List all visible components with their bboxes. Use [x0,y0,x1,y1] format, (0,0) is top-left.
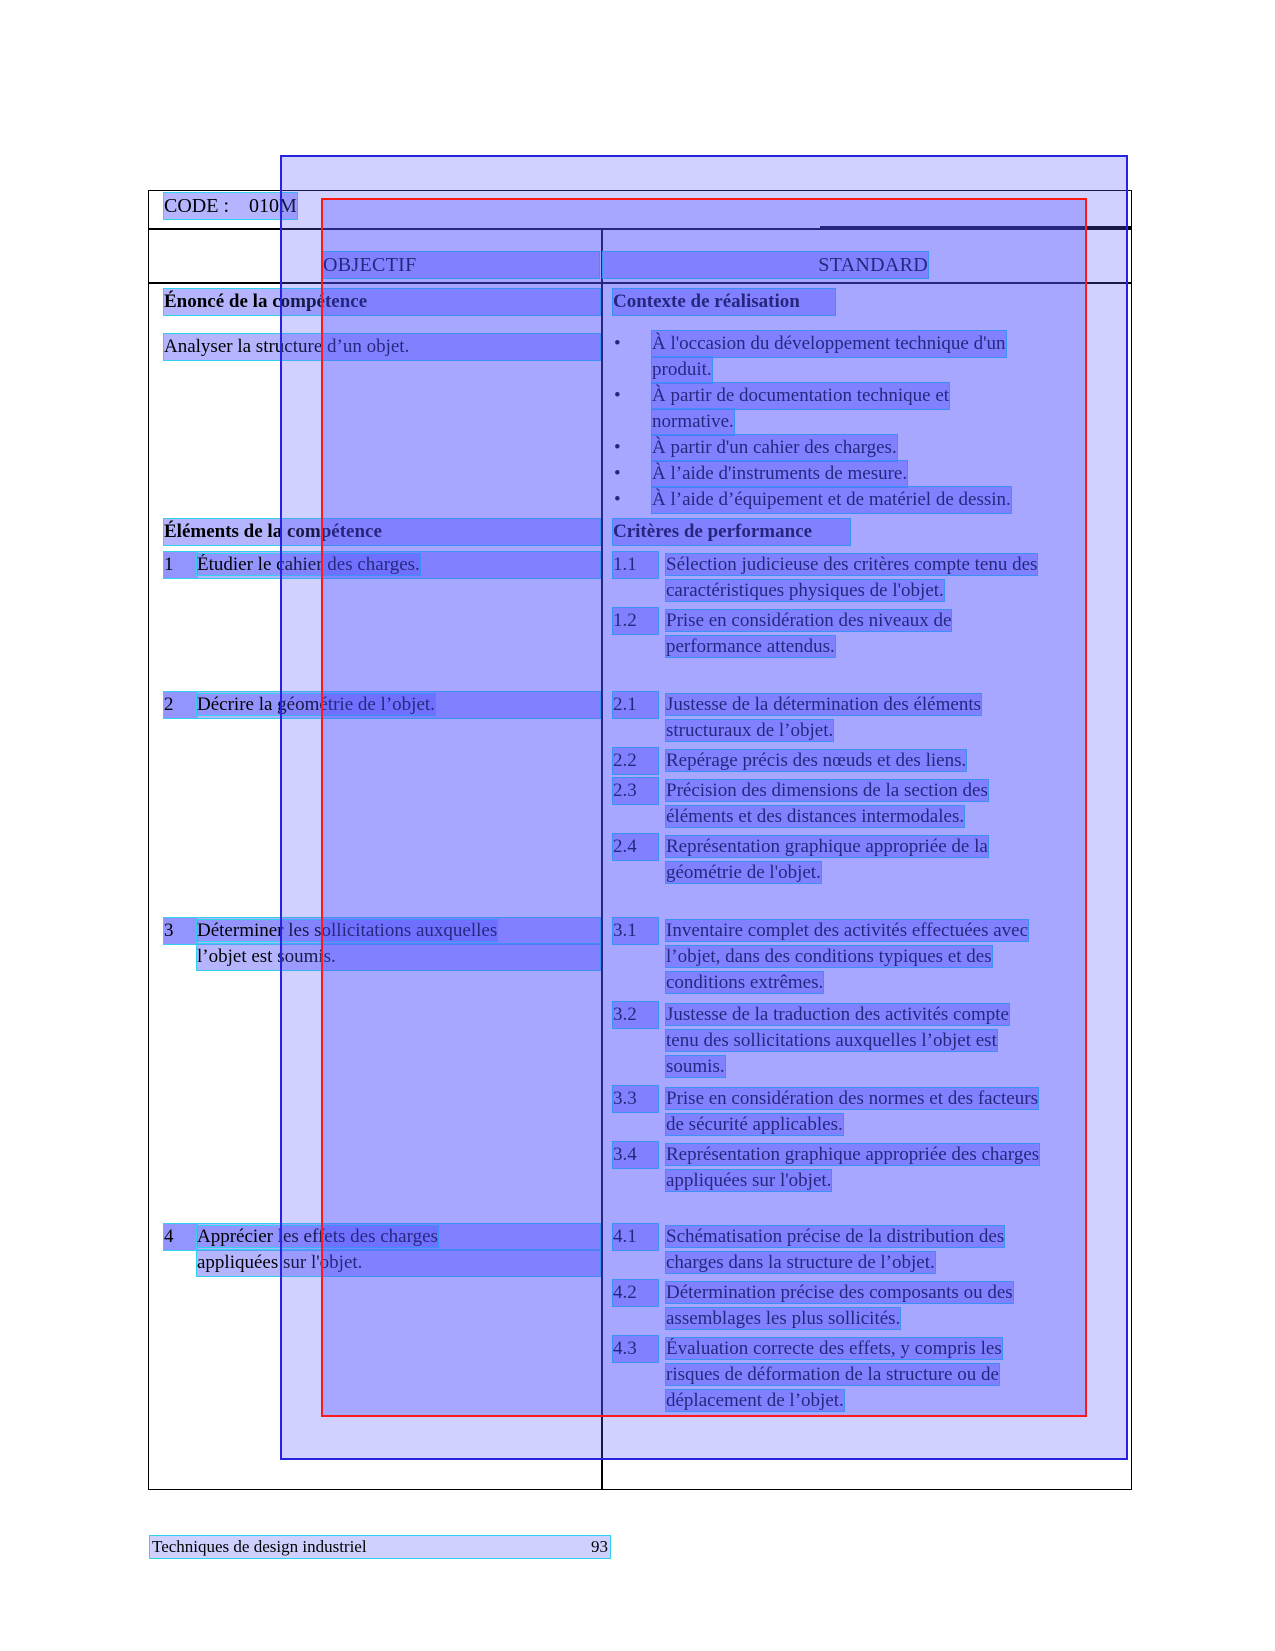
critere-number: 4.3 [613,1336,658,1362]
column-header-objectif: OBJECTIF [323,252,599,278]
critere-line: Justesse de la traduction des activités compte [666,1004,1009,1025]
contexte-line: À l’aide d'instruments de mesure. [652,461,907,487]
critere-number: 2.4 [613,834,658,860]
critere-line: charges dans la structure de l’objet. [666,1252,935,1273]
enonce-text: Analyser la structure d’un objet. [164,334,600,360]
critere-number: 3.1 [613,918,658,944]
critere-line: risques de déformation de la structure ou de [666,1364,999,1385]
bullet-icon: • [614,489,621,510]
page-number: 93 [591,1537,608,1556]
critere-line: Repérage précis des nœuds et des liens. [666,750,967,771]
column-header-standard: STANDARD [603,252,928,278]
bullet-icon: • [614,437,621,458]
critere-line: Détermination précise des composants ou des [666,1282,1013,1303]
critere-item [613,1280,1058,1332]
element-line: Apprécier les effets des charges [197,1226,438,1247]
critere-item [613,1336,1058,1414]
critere-item [613,834,1058,886]
code-label: CODE : [164,195,229,217]
column-header-rule [148,282,1132,284]
critere-line: Prise en considération des niveaux de [666,610,952,631]
critere-line: Représentation graphique appropriée des charges [666,1144,1040,1165]
element-line: l’objet est soumis. [197,944,600,970]
critere-number: 4.2 [613,1280,658,1306]
element-number: 1 [164,552,197,578]
contexte-line: À partir d'un cahier des charges. [652,435,897,461]
critere-line: Représentation graphique appropriée de la [666,836,988,857]
critere-line: Schématisation précise de la distribution des [666,1226,1005,1247]
column-divider [601,228,603,1490]
element-line: Déterminer les sollicitations auxquelles [197,920,498,941]
critere-number: 2.1 [613,692,658,718]
contexte-line: À l'occasion du développement technique d'un [652,331,1006,357]
element-number: 4 [164,1224,197,1250]
code-field [164,193,297,219]
critere-item [613,918,1058,996]
critere-line: Évaluation correcte des effets, y compris les [666,1338,1002,1359]
contexte-line: À partir de documentation technique et [652,383,949,409]
critere-line: de sécurité applicables. [666,1114,843,1135]
contexte-line: normative. [652,409,734,435]
critere-line: Justesse de la détermination des éléments [666,694,981,715]
critere-line: tenu des sollicitations auxquelles l’objet est [666,1030,997,1051]
critere-number: 2.2 [613,748,658,774]
critere-item [613,748,1058,774]
critere-number: 1.1 [613,552,658,578]
element-line: Décrire la géométrie de l’objet. [197,694,435,715]
bullet-icon: • [614,333,621,354]
critere-line: Précision des dimensions de la section des [666,780,988,801]
critere-line: géométrie de l'objet. [666,862,821,883]
critere-line: caractéristiques physiques de l'objet. [666,580,944,601]
header-rule [148,228,1132,230]
critere-item [613,1086,1058,1138]
critere-line: soumis. [666,1056,725,1077]
bullet-icon: • [614,463,621,484]
critere-number: 3.3 [613,1086,658,1112]
critere-line: déplacement de l’objet. [666,1390,844,1411]
critere-item [613,552,1058,604]
contexte-line: produit. [652,357,712,383]
critere-line: performance attendus. [666,636,835,657]
critere-item [613,1224,1058,1276]
contexte-line: À l’aide d’équipement et de matériel de dessin. [652,487,1011,513]
footer-title: Techniques de design industriel [152,1537,367,1556]
critere-line: éléments et des distances intermodales. [666,806,965,827]
element-item [164,692,600,718]
code-value: 010M [249,195,297,217]
critere-number: 4.1 [613,1224,658,1250]
critere-item [613,778,1058,830]
header-rule-right [820,226,1132,228]
element-item [164,918,600,970]
critere-number: 1.2 [613,608,658,634]
critere-number: 2.3 [613,778,658,804]
critere-item [613,1142,1058,1194]
enonce-heading: Énoncé de la compétence [164,289,600,315]
bullet-icon: • [614,385,621,406]
critere-line: conditions extrêmes. [666,972,824,993]
element-number: 2 [164,692,197,718]
critere-line: Inventaire complet des activités effectuées avec [666,920,1029,941]
element-line: Étudier le cahier des charges. [197,554,420,575]
critere-item [613,1002,1058,1080]
contexte-heading: Contexte de réalisation [613,289,835,315]
criteres-heading: Critères de performance [613,519,850,545]
element-number: 3 [164,918,197,944]
critere-item [613,692,1058,744]
critere-number: 3.2 [613,1002,658,1028]
critere-line: Sélection judicieuse des critères compte tenu des [666,554,1038,575]
page-footer [150,1536,610,1558]
elements-heading: Éléments de la compétence [164,519,600,545]
element-item [164,1224,600,1276]
critere-item [613,608,1058,660]
critere-line: l’objet, dans des conditions typiques et des [666,946,992,967]
critere-line: Prise en considération des normes et des facteurs [666,1088,1038,1109]
critere-number: 3.4 [613,1142,658,1168]
critere-line: appliquées sur l'objet. [666,1170,832,1191]
element-line: appliquées sur l'objet. [197,1250,600,1276]
critere-line: structuraux de l’objet. [666,720,834,741]
critere-line: assemblages les plus sollicités. [666,1308,901,1329]
element-item [164,552,600,578]
